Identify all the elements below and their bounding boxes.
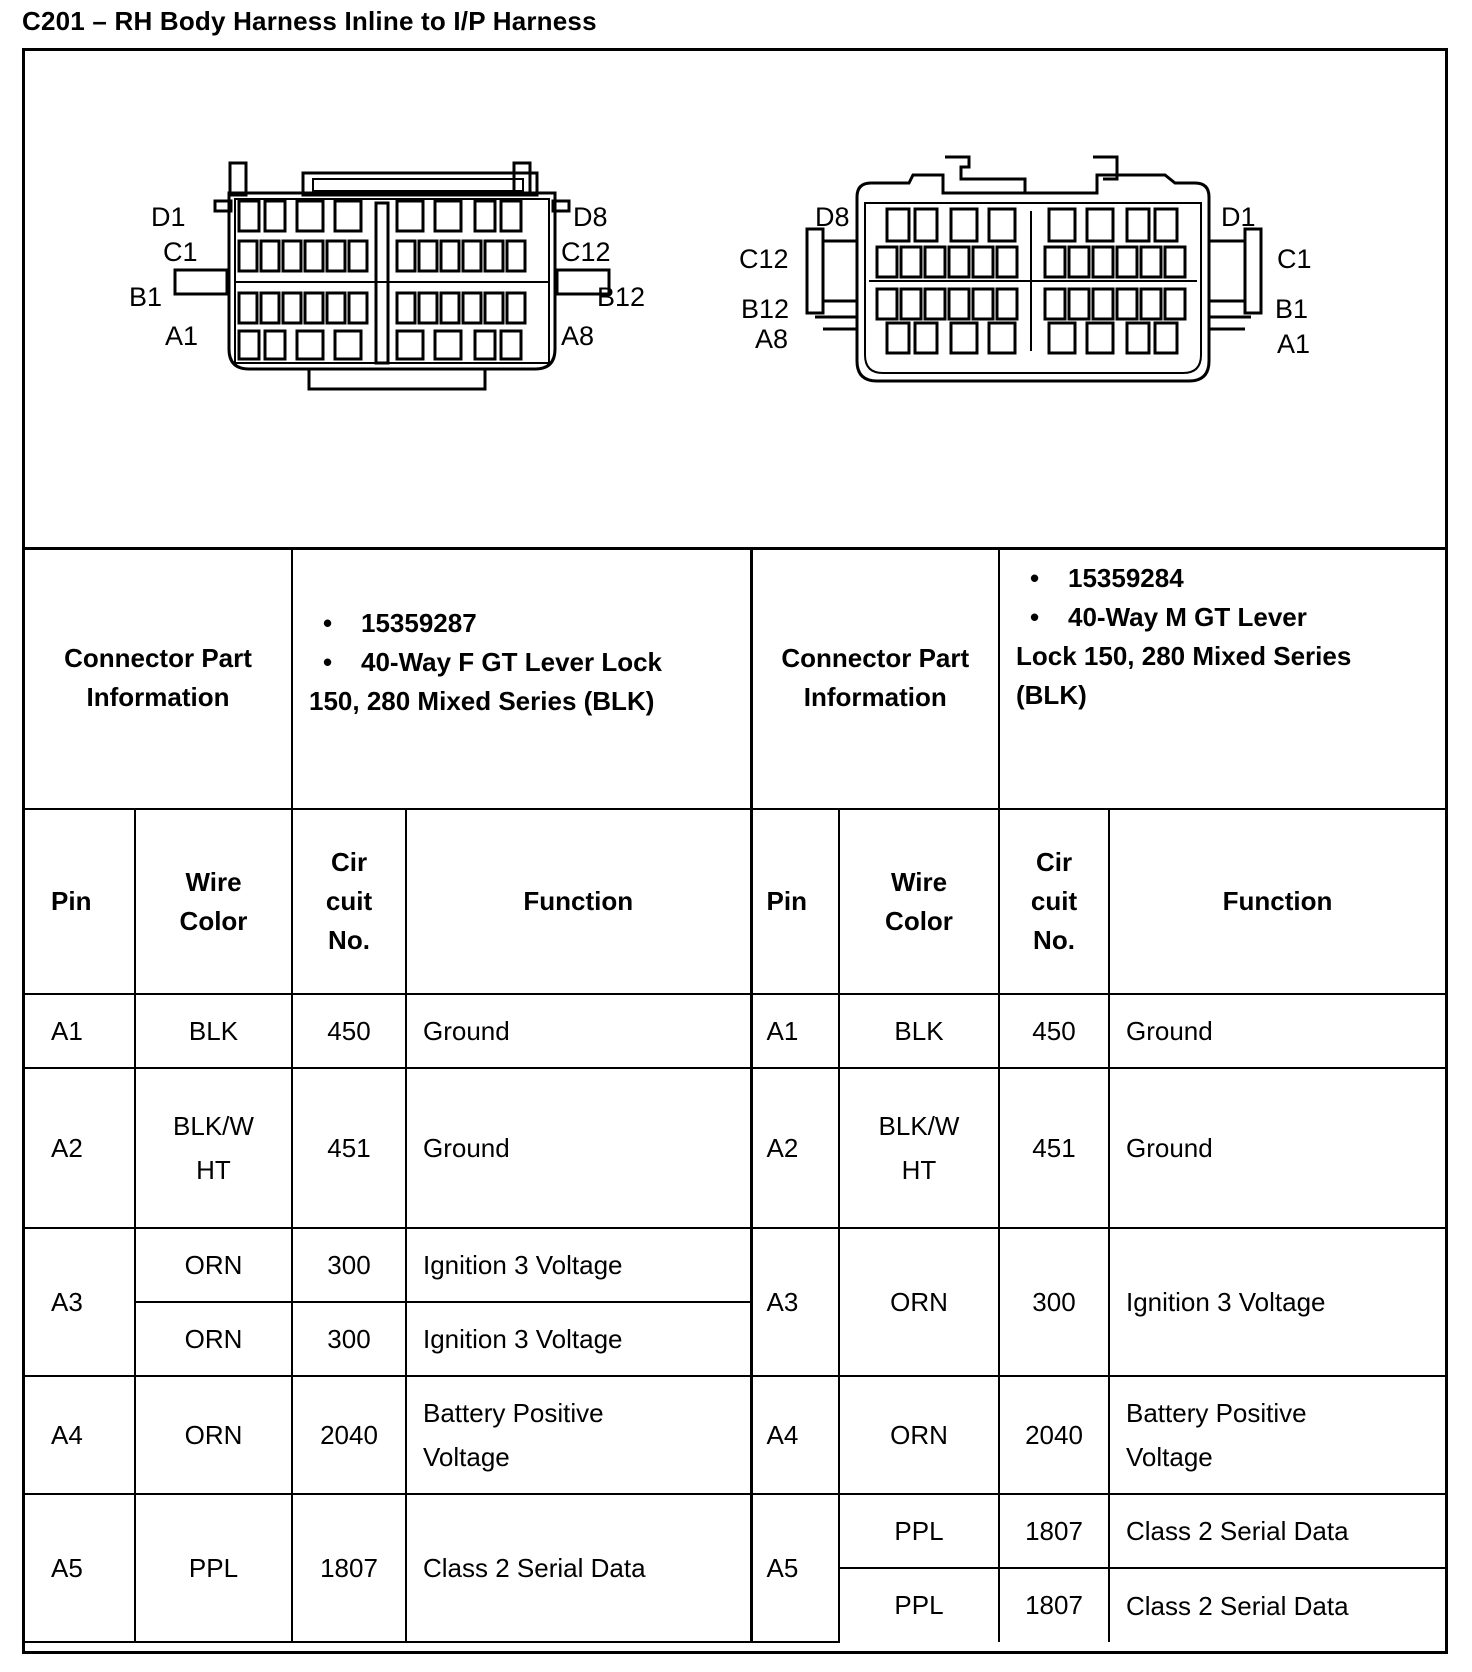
function-cell: Ignition 3 Voltage: [406, 1228, 751, 1302]
table-row: [25, 1068, 1445, 1228]
pin-cell: A5: [25, 1494, 135, 1642]
header-wire-color: Wire Color: [135, 809, 292, 994]
part-description: 40-Way F GT Lever Lock: [361, 647, 663, 677]
function-cell: Ground: [1109, 1068, 1445, 1228]
female-connector-face: [175, 163, 609, 389]
column-header-row: [25, 809, 1445, 994]
connector-part-label-right: Connector Part Information: [751, 547, 999, 809]
circuit-cell: 300: [292, 1302, 406, 1376]
circuit-cell: 450: [999, 994, 1109, 1068]
table-row: [25, 1494, 1445, 1568]
part-description: 40-Way M GT Lever: [1068, 602, 1307, 632]
connector-info-row: [25, 547, 1445, 809]
pin-cell: A5: [751, 1494, 839, 1642]
label-d1: D1: [1221, 202, 1256, 232]
pin-cell: A3: [25, 1228, 135, 1376]
header-wire-color: Wire Color: [839, 809, 999, 994]
table-row: [25, 994, 1445, 1068]
wire-color-cell: ORN: [839, 1376, 999, 1494]
label-c12: C12: [561, 237, 611, 267]
function-cell: Ignition 3 Voltage: [406, 1302, 751, 1376]
wire-color-cell: ORN: [135, 1228, 292, 1302]
label-d1: D1: [151, 202, 186, 232]
label-d8: D8: [815, 202, 850, 232]
wire-color-cell: PPL: [839, 1568, 999, 1642]
header-function: Function: [406, 809, 751, 994]
label-a8: A8: [561, 321, 595, 351]
function-cell: Class 2 Serial Data: [406, 1494, 751, 1642]
circuit-cell: 451: [999, 1068, 1109, 1228]
circuit-cell: 2040: [292, 1376, 406, 1494]
circuit-cell: 450: [292, 994, 406, 1068]
table-row: [25, 1228, 1445, 1302]
header-circuit-no: Cir cuit No.: [292, 809, 406, 994]
connector-diagram-svg: [25, 51, 1445, 547]
pin-cell: A2: [751, 1068, 839, 1228]
header-function: Function: [1109, 809, 1445, 994]
pin-cell: A1: [751, 994, 839, 1068]
label-a8: A8: [755, 324, 789, 354]
connector-part-info-right: • 15359284 • 40-Way M GT Lever Lock 150, 280 Mixed Series (BLK): [999, 547, 1445, 809]
function-cell: Ignition 3 Voltage: [1109, 1228, 1445, 1376]
label-b1: B1: [129, 282, 163, 312]
header-pin: Pin: [751, 809, 839, 994]
table-row: [25, 1376, 1445, 1494]
label-b1: B1: [1275, 294, 1309, 324]
function-cell: Ground: [1109, 994, 1445, 1068]
part-number: 15359287: [361, 608, 477, 638]
wire-color-cell: ORN: [839, 1228, 999, 1376]
header-circuit-no: Cir cuit No.: [999, 809, 1109, 994]
wire-color-cell: BLK/W HT: [839, 1068, 999, 1228]
wire-color-cell: ORN: [135, 1376, 292, 1494]
wire-color-cell: PPL: [839, 1494, 999, 1568]
function-cell: Ground: [406, 994, 751, 1068]
header-pin: Pin: [25, 809, 135, 994]
pinout-table: [25, 547, 1445, 1643]
label-a1: A1: [165, 321, 199, 351]
label-a1: A1: [1277, 329, 1311, 359]
connector-part-label-left: Connector Part Information: [25, 547, 292, 809]
label-c12: C12: [739, 244, 789, 274]
circuit-cell: 2040: [999, 1376, 1109, 1494]
connector-part-info-left: • 15359287 • 40-Way F GT Lever Lock 150, 280 Mixed Series (BLK): [292, 547, 751, 809]
connector-sheet: [22, 48, 1448, 1654]
pin-cell: A3: [751, 1228, 839, 1376]
part-number: 15359284: [1068, 563, 1184, 593]
function-cell: Class 2 Serial Data: [1109, 1568, 1445, 1642]
function-cell: Battery Positive Voltage: [406, 1376, 751, 1494]
circuit-cell: 1807: [292, 1494, 406, 1642]
pin-cell: A4: [751, 1376, 839, 1494]
male-connector-face: [807, 157, 1261, 381]
circuit-cell: 300: [292, 1228, 406, 1302]
label-c1: C1: [1277, 244, 1312, 274]
circuit-cell: 451: [292, 1068, 406, 1228]
pin-cell: A4: [25, 1376, 135, 1494]
wire-color-cell: PPL: [135, 1494, 292, 1642]
circuit-cell: 1807: [999, 1494, 1109, 1568]
page-title: C201 – RH Body Harness Inline to I/P Harness: [22, 6, 597, 36]
pin-cell: A1: [25, 994, 135, 1068]
wire-color-cell: BLK/W HT: [135, 1068, 292, 1228]
function-cell: Battery Positive Voltage: [1109, 1376, 1445, 1494]
wire-color-cell: ORN: [135, 1302, 292, 1376]
label-b12: B12: [741, 294, 790, 324]
function-cell: Ground: [406, 1068, 751, 1228]
wire-color-cell: BLK: [135, 994, 292, 1068]
pin-cell: A2: [25, 1068, 135, 1228]
wire-color-cell: BLK: [839, 994, 999, 1068]
circuit-cell: 1807: [999, 1568, 1109, 1642]
circuit-cell: 300: [999, 1228, 1109, 1376]
label-d8: D8: [573, 202, 608, 232]
label-c1: C1: [163, 237, 198, 267]
label-b12: B12: [597, 282, 646, 312]
connector-diagram: [25, 51, 1445, 550]
function-cell: Class 2 Serial Data: [1109, 1494, 1445, 1568]
